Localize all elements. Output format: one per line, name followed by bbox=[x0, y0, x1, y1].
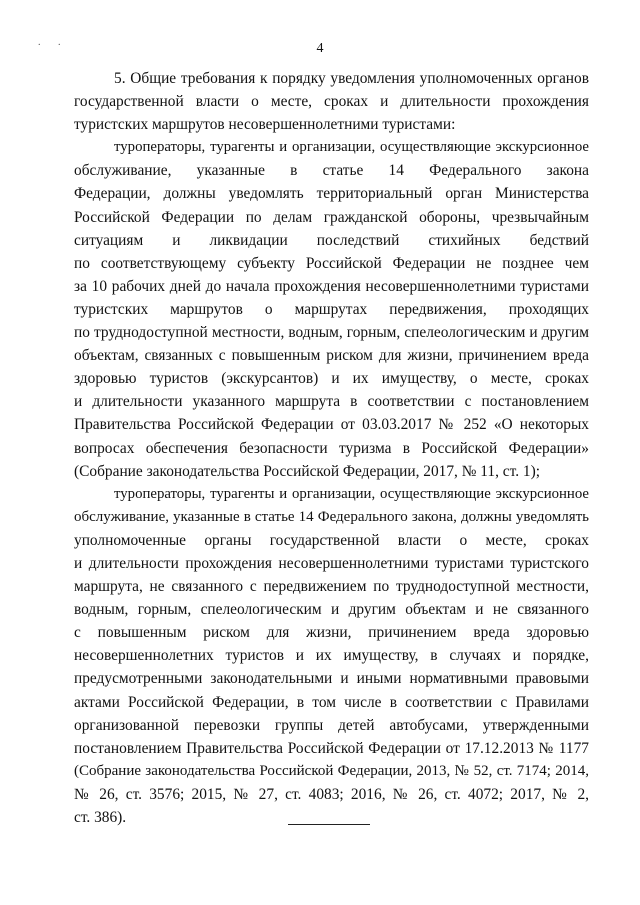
text-line: № 26, ст. 3576; 2015, № 27, ст. 4083; 2016, № 26, ст. 4072; 2017, № 2, bbox=[74, 785, 589, 803]
text-line: туристских маршрутов о маршрутах передвижения, проходящих bbox=[74, 300, 589, 318]
paragraph-notify-authorities bbox=[74, 483, 589, 829]
text-line: по труднодоступной местности, водным, горным, спелеологическим и другим bbox=[74, 324, 589, 342]
scan-mark: . bbox=[38, 37, 41, 48]
text-line: туроператоры, турагенты и организации, осуществляющие экскурсионное bbox=[114, 139, 589, 156]
paragraph-notify-emergency-ministry bbox=[74, 136, 589, 482]
text-line: Правительства Российской Федерации от 03.03.2017 № 252 «О некоторых bbox=[74, 416, 589, 434]
text-line: обслуживание, указанные в статье 14 Федерального закона bbox=[74, 162, 589, 180]
text-line: ст. 386). bbox=[74, 809, 127, 826]
text-line: водным, горным, спелеологическим и другим объектам и не связанного bbox=[74, 601, 589, 619]
text-line: за 10 рабочих дней до начала прохождения несовершеннолетними туристами bbox=[74, 277, 589, 295]
text-line: актами Российской Федерации, в том числе в соответствии с Правилами bbox=[74, 693, 589, 711]
text-line: (Собрание законодательства Российской Федерации, 2017, № 11, ст. 1); bbox=[74, 462, 540, 480]
text-line: здоровью туристов (экскурсантов) и их имуществу, о месте, сроках bbox=[74, 370, 589, 388]
text-line: уполномоченные органы государственной власти о месте, сроках bbox=[74, 531, 589, 549]
text-line: Российской Федерации по делам гражданской обороны, чрезвычайным bbox=[74, 208, 589, 226]
text-line: государственной власти о месте, сроках и длительности прохождения bbox=[74, 93, 589, 111]
page-number: 4 bbox=[316, 41, 324, 56]
text-line: постановлением Правительства Российской Федерации от 17.12.2013 № 1177 bbox=[74, 739, 589, 757]
scan-mark: . bbox=[58, 37, 61, 48]
text-line: вопросах обеспечения безопасности туризма в Российской Федерации» bbox=[74, 439, 589, 457]
document-body bbox=[74, 67, 589, 829]
text-line: ситуациям и ликвидации последствий стихийных бедствий bbox=[74, 231, 589, 249]
text-line: маршрута, не связанного с передвижением по труднодоступной местности, bbox=[74, 578, 589, 596]
text-line: Федерации, должны уведомлять территориальный орган Министерства bbox=[74, 185, 589, 203]
text-line: и длительности прохождения несовершеннолетними туристами туристского bbox=[74, 554, 589, 572]
text-line: объектам, связанных с повышенным риском для жизни, причинением вреда bbox=[74, 347, 589, 365]
paragraph-section-5-heading bbox=[74, 67, 589, 136]
text-line: по соответствующему субъекту Российской Федерации не позднее чем bbox=[74, 254, 589, 272]
text-line: туроператоры, турагенты и организации, осуществляющие экскурсионное bbox=[114, 485, 589, 502]
text-line: обслуживание, указанные в статье 14 Федерального закона, должны уведомлять bbox=[74, 508, 589, 525]
text-line: и длительности указанного маршрута в соответствии с постановлением bbox=[74, 393, 589, 411]
closing-separator-line bbox=[288, 824, 370, 825]
text-line: туристских маршрутов несовершеннолетними туристами: bbox=[74, 116, 456, 134]
text-line: предусмотренными законодательными и иными нормативными правовыми bbox=[74, 670, 589, 688]
text-line: с повышенным риском для жизни, причинением вреда здоровью bbox=[74, 624, 589, 642]
text-line: организованной перевозки группы детей автобусами, утвержденными bbox=[74, 716, 589, 734]
text-line: 5. Общие требования к порядку уведомления уполномоченных органов bbox=[114, 70, 589, 87]
text-line: несовершеннолетних туристов и их имуществу, в случаях и порядке, bbox=[74, 647, 589, 665]
text-line: (Собрание законодательства Российской Федерации, 2013, № 52, ст. 7174; 2014, bbox=[74, 762, 589, 779]
